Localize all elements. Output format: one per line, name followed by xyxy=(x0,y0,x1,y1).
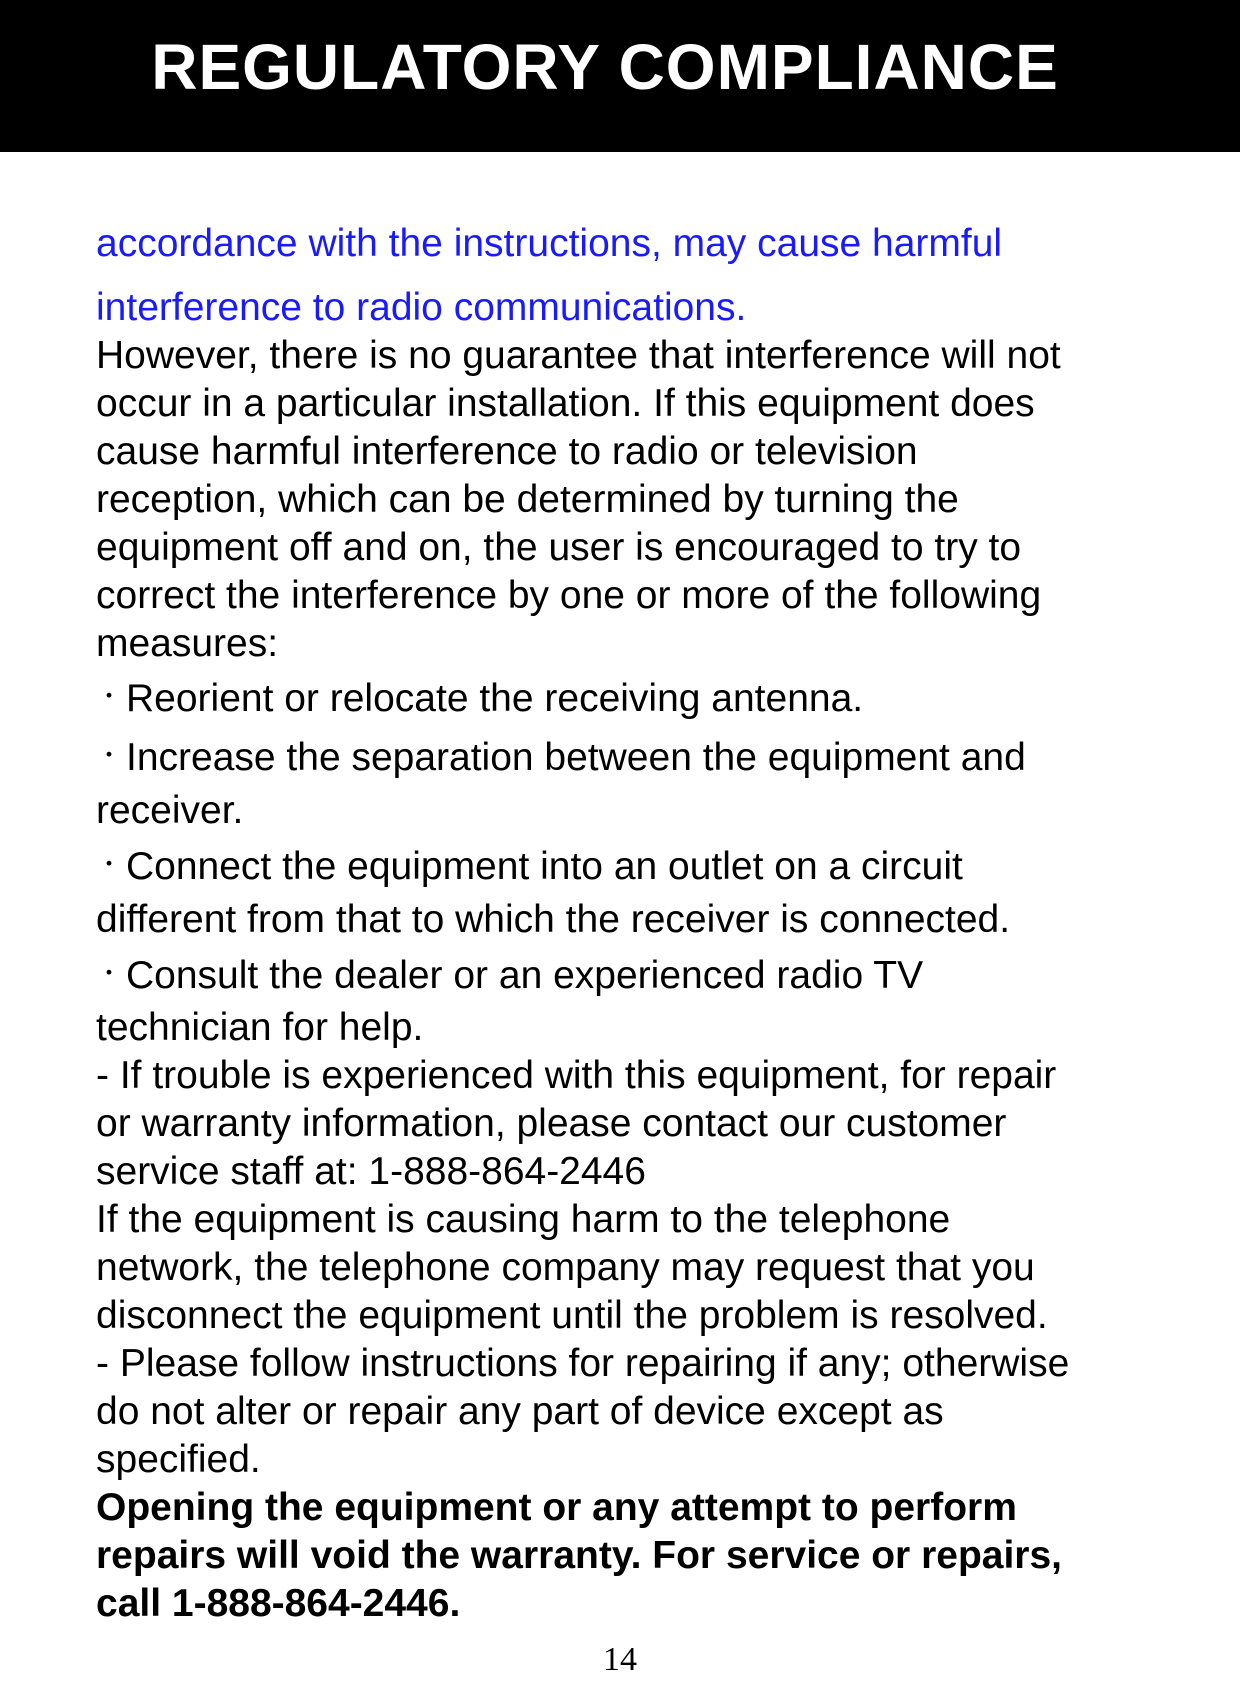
text-line: specified. xyxy=(96,1438,261,1481)
bullet-text-continued: receiver. xyxy=(96,789,244,832)
harm-paragraph xyxy=(96,1196,1176,1340)
text-line: service staff at: 1-888-864-2446 xyxy=(96,1150,646,1193)
document-body xyxy=(96,212,1176,1628)
bullet-text: Increase the separation between the equipment and xyxy=(126,736,1026,779)
text-line: do not alter or repair any part of device except as xyxy=(96,1390,944,1433)
bullet-dot-icon: ・ xyxy=(96,681,123,711)
text-line: repairs will void the warranty. For service or repairs, xyxy=(96,1534,1062,1577)
warranty-warning xyxy=(96,1484,1176,1628)
bullet-item-outlet xyxy=(96,836,1176,945)
text-line: If the equipment is causing harm to the telephone xyxy=(96,1198,951,1241)
bullet-text: Connect the equipment into an outlet on a circuit xyxy=(126,845,963,888)
bullet-dot-icon: ・ xyxy=(96,849,123,879)
bullet-text: Consult the dealer or an experienced radio TV xyxy=(126,954,924,997)
bullet-item-consult xyxy=(96,945,1176,1052)
text-line: call 1-888-864-2446. xyxy=(96,1582,461,1625)
text-line: Opening the equipment or any attempt to perform xyxy=(96,1486,1017,1529)
text-line: equipment off and on, the user is encouraged to try to xyxy=(96,526,1022,569)
text-line: cause harmful interference to radio or television xyxy=(96,430,918,473)
text-line: - Please follow instructions for repairing if any; otherwise xyxy=(96,1342,1070,1385)
text-line: disconnect the equipment until the problem is resolved. xyxy=(96,1294,1048,1337)
text-line: interference to radio communications. xyxy=(96,286,747,329)
however-paragraph xyxy=(96,332,1176,668)
bullet-item-reorient xyxy=(96,668,1176,727)
text-line: However, there is no guarantee that interference will not xyxy=(96,334,1061,377)
intro-continued-text xyxy=(96,212,1176,340)
text-line: measures: xyxy=(96,622,279,665)
repair-paragraph xyxy=(96,1340,1176,1484)
text-line: accordance with the instructions, may cause harmful xyxy=(96,222,1003,265)
text-line: - If trouble is experienced with this equipment, for repair xyxy=(96,1054,1057,1097)
text-line: correct the interference by one or more of the following xyxy=(96,574,1042,617)
page-number: 14 xyxy=(603,1641,637,1678)
text-line: occur in a particular installation. If this equipment does xyxy=(96,382,1035,425)
bullet-item-separation xyxy=(96,727,1176,836)
bullet-text: Reorient or relocate the receiving antenna. xyxy=(126,677,864,720)
bullet-dot-icon: ・ xyxy=(96,740,123,770)
page-title: REGULATORY COMPLIANCE xyxy=(151,31,1059,103)
text-line: or warranty information, please contact our customer xyxy=(96,1102,1007,1145)
bullet-dot-icon: ・ xyxy=(96,958,123,988)
bullet-text-continued: technician for help. xyxy=(96,1006,424,1049)
text-line: reception, which can be determined by turning the xyxy=(96,478,959,521)
bullet-text-continued: different from that to which the receiver is connected. xyxy=(96,898,1011,941)
trouble-paragraph xyxy=(96,1052,1176,1196)
header-bar xyxy=(0,0,1240,152)
text-line: network, the telephone company may request that you xyxy=(96,1246,1035,1289)
